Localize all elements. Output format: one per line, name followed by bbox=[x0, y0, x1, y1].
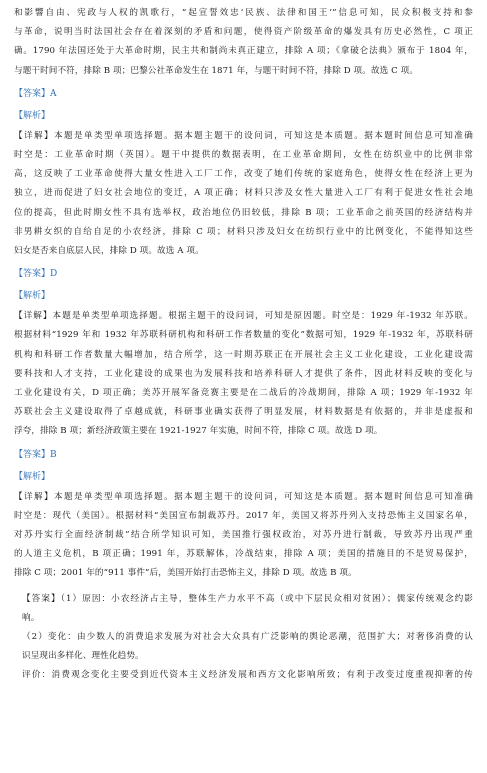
text-line: 位的提高，但此时期女性不具有选举权，政治地位仍旧较低，排除 B 项；工业革命之前英国的经济结构并 bbox=[14, 207, 473, 218]
paragraph-q-french-revolution bbox=[14, 4, 473, 81]
text-line: 【详解】本题是单类型单项选择题。据本题主题干的设问词，可知这是本质题。据本题时间信息可知准确 bbox=[14, 491, 473, 502]
text-line: （2）变化：由少数人的消费追求发展为对社会大众具有广泛影响的舆论恶潮，范围扩大；对奢侈消费的认 bbox=[22, 632, 473, 643]
paragraph-detail-industrial-revolution bbox=[14, 127, 473, 261]
answer-label: 【答案】B bbox=[14, 449, 57, 460]
text-line: 的人道主义危机，B 项正确；1991 年，苏联解体，冷战结束，排除 A 项；美国的措施目的不是贸易保护， bbox=[14, 549, 473, 560]
text-line: 非男耕女织的自给自足的小农经济，排除 C 项；材料只涉及妇女在纺织行业中的比例变化，不能得知这些 bbox=[14, 226, 473, 237]
text-line: 独立，进而促进了妇女社会地位的变迁，A 项正确；材料只涉及女性大量进入工厂有利于促进女性社会地 bbox=[14, 188, 473, 199]
text-line: 排除 C 项；2001 年的“911 事件”后，美国开始打击恐怖主义，排除 D 项。故选 B 项。 bbox=[14, 568, 357, 579]
text-line: 浮夸，排除 B 项；新经济政策主要在 1921-1927 年实施，时间不符，排除 C 项。故选 D 项。 bbox=[14, 426, 383, 437]
paragraph-detail-sudan-sanctions bbox=[14, 488, 473, 584]
text-line: 与革命，说明当时法国社会存在着深刻的矛盾和问题，使得资产阶级革命的爆发具有历史必然性，C 项正 bbox=[14, 27, 473, 38]
text-line: 与题干时间不符，排除 B 项；巴黎公社革命发生在 1871 年，与题干时间不符，排除 D 项。故选 C 项。 bbox=[14, 65, 419, 76]
text-line: 苏联社会主义建设取得了卓越成就，科研事业确实获得了明显发展，材料数据是有依据的，并非是虚报和 bbox=[14, 407, 473, 418]
analysis-label: 【解析】 bbox=[14, 471, 51, 482]
analysis-label: 【解析】 bbox=[14, 291, 51, 302]
answer-inline-text: 【答案】（1）原因：小农经济占主导，整体生产力水平不高（或中下层民众相对贫困）；儒家传统观念约影 bbox=[22, 593, 473, 604]
analysis-label: 【解析】 bbox=[14, 110, 51, 121]
text-line: 【详解】本题是单类型单项选择题。根据主题干的设问词，可知是原因题。时空是：1929 年-1932 年苏联。 bbox=[14, 311, 473, 322]
answer-inline-line bbox=[14, 590, 473, 609]
text-line: 要科技和人才支持，工业化建设的成果也为发展科技和培养科研人才提供了条件，因此材料反映的变化与 bbox=[14, 368, 473, 379]
text-line: 和影響自由、宪政与人权的凯歌行，“起宣誓效忠‘民族、法律和国王’”信息可知，民众积极支持和参 bbox=[14, 8, 473, 18]
paragraph-answer-consumption bbox=[14, 590, 473, 686]
text-line: 妇女是否来自底层人民，排除 D 项。故选 A 项。 bbox=[14, 246, 204, 257]
text-line: 响。 bbox=[22, 612, 40, 623]
answer-label: 【答案】A bbox=[14, 88, 57, 99]
text-line: 机构和科研工作者数量大幅增加，结合所学，这一时期苏联正在开展社会主义工业化建设，工业化建设需 bbox=[14, 349, 473, 360]
text-line: 根据材料“1929 年和 1932 年苏联科研机构和科研工作者数量的变化”数据可知，1929 年-1932 年，苏联科研 bbox=[14, 330, 473, 341]
text-line: 评价：消费观念变化主要受到近代资本主义经济发展和西方文化影响所致；有利于改变过度重视抑奢的传 bbox=[22, 670, 473, 681]
text-line: 确。1790 年法国还处于大革命时期，民主共和制尚未真正建立，排除 A 项；《拿破仑法典》颁布于 1804 年， bbox=[14, 46, 473, 57]
text-line: 工业化建设有关，D 项正确；美苏开展军备竞赛主要是在二战后的冷战期间，排除 A 项；1929 年-1932 年 bbox=[14, 388, 473, 399]
text-line: 时空是：工业革命时期（英国）。题干中提供的数据表明，在工业革命期间，女性在纺织业中的比例非常 bbox=[14, 150, 473, 161]
text-line: 识呈现出多样化、理性化趋势。 bbox=[22, 651, 144, 662]
text-line: 【详解】本题是单类型单项选择题。据本题主题干的设问词，可知这是本质题。据本题时间信息可知准确 bbox=[14, 130, 473, 141]
paragraph-detail-soviet-research bbox=[14, 307, 473, 441]
answer-label: 【答案】D bbox=[14, 269, 58, 280]
text-line: 高，这反映了工业革命使得大量女性进入工厂工作，改变了她们传统的家庭角色，使得女性在经济上更为 bbox=[14, 169, 473, 180]
text-line: 时空是：现代（美国）。根据材料“美国宣布制裁苏丹。2017 年，美国又将苏丹列入支持恐怖主义国家名单， bbox=[14, 510, 473, 521]
text-line: 对苏丹实行全面经济制裁”结合所学知识可知，美国推行强权政治，对苏丹进行制裁，导致苏丹出现严重 bbox=[14, 530, 473, 541]
